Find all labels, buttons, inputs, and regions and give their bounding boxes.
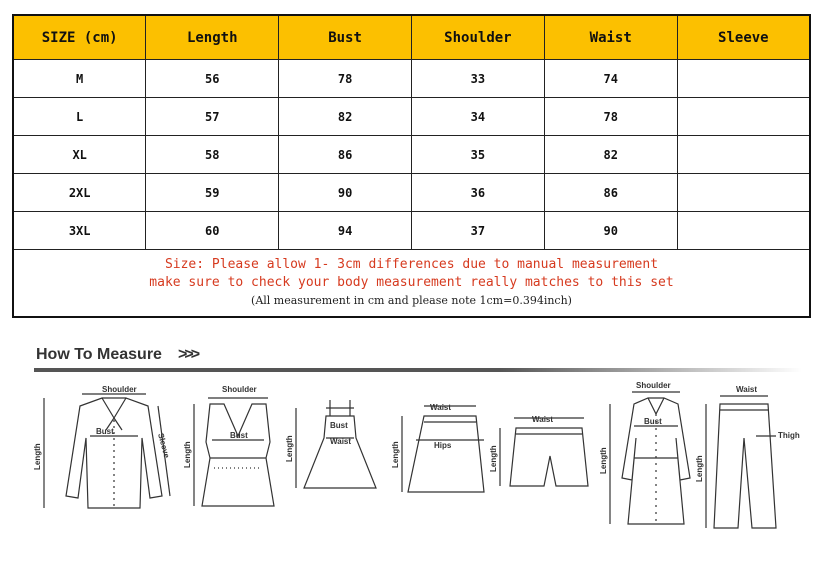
size-cell: L — [13, 98, 146, 136]
bust-cell: 82 — [279, 98, 412, 136]
size-cell: 3XL — [13, 212, 146, 250]
waist-cell: 78 — [544, 98, 677, 136]
label-bust: Bust — [330, 421, 348, 430]
label-hips: Hips — [434, 441, 452, 450]
notes-cell — [13, 250, 810, 318]
how-to-measure-figures — [30, 378, 810, 538]
header-bust: Bust — [279, 15, 412, 60]
coat-icon — [610, 392, 690, 524]
label-bust: Bust — [96, 427, 114, 436]
sleeve-cell — [677, 174, 810, 212]
label-shoulder: Shoulder — [222, 385, 257, 394]
label-waist: Waist — [430, 403, 452, 412]
waist-cell: 74 — [544, 60, 677, 98]
shoulder-cell: 36 — [411, 174, 544, 212]
waist-cell: 82 — [544, 136, 677, 174]
length-cell: 58 — [146, 136, 279, 174]
label-bust: Bust — [230, 431, 248, 440]
size-cell: M — [13, 60, 146, 98]
label-length: Length — [33, 443, 42, 470]
header-sleeve: Sleeve — [677, 15, 810, 60]
sleeve-cell — [677, 60, 810, 98]
label-length: Length — [599, 447, 608, 474]
length-cell: 56 — [146, 60, 279, 98]
label-shoulder: Shoulder — [102, 385, 137, 394]
table-row — [13, 60, 810, 98]
header-length: Length — [146, 15, 279, 60]
label-shoulder: Shoulder — [636, 381, 671, 390]
label-length: Length — [695, 455, 704, 482]
header-waist: Waist — [544, 15, 677, 60]
length-cell: 60 — [146, 212, 279, 250]
note-line-1: Size: Please allow 1- 3cm differences due to manual measurement — [164, 257, 659, 272]
header-shoulder: Shoulder — [411, 15, 544, 60]
pants-icon — [706, 396, 776, 528]
sleeve-cell — [677, 212, 810, 250]
shoulder-cell: 37 — [411, 212, 544, 250]
blouse-icon — [44, 394, 170, 508]
sleeve-cell — [677, 136, 810, 174]
table-row — [13, 98, 810, 136]
label-waist: Waist — [330, 437, 352, 446]
label-length: Length — [391, 441, 400, 468]
label-thigh: Thigh — [778, 431, 800, 440]
note-line-2: make sure to check your body measurement really matches to this set — [149, 275, 674, 290]
length-cell: 59 — [146, 174, 279, 212]
chevron-arrows-icon: >>> — [178, 346, 198, 363]
waist-cell: 86 — [544, 174, 677, 212]
bust-cell: 90 — [279, 174, 412, 212]
size-cell: 2XL — [13, 174, 146, 212]
label-bust: Bust — [644, 417, 662, 426]
table-row — [13, 212, 810, 250]
label-length: Length — [489, 445, 498, 472]
bust-cell: 86 — [279, 136, 412, 174]
label-waist: Waist — [736, 385, 758, 394]
sleeve-cell — [677, 98, 810, 136]
shoulder-cell: 34 — [411, 98, 544, 136]
camisole-icon — [194, 398, 274, 506]
how-to-measure-title: How To Measure — [36, 346, 162, 363]
bust-cell: 78 — [279, 60, 412, 98]
shorts-icon — [500, 418, 588, 486]
notes-row — [13, 250, 810, 318]
table-row — [13, 174, 810, 212]
size-cell: XL — [13, 136, 146, 174]
label-sleeve: Sleeve — [156, 432, 172, 460]
waist-cell: 90 — [544, 212, 677, 250]
size-table — [12, 14, 811, 318]
label-length: Length — [183, 441, 192, 468]
label-length: Length — [285, 435, 294, 462]
bust-cell: 94 — [279, 212, 412, 250]
shoulder-cell: 35 — [411, 136, 544, 174]
label-waist: Waist — [532, 415, 554, 424]
header-size: SIZE (cm) — [13, 15, 146, 60]
size-table-header — [13, 15, 810, 60]
table-row — [13, 136, 810, 174]
shoulder-cell: 33 — [411, 60, 544, 98]
length-cell: 57 — [146, 98, 279, 136]
note-line-3: (All measurement in cm and please note 1cm=0.394inch) — [251, 294, 572, 307]
